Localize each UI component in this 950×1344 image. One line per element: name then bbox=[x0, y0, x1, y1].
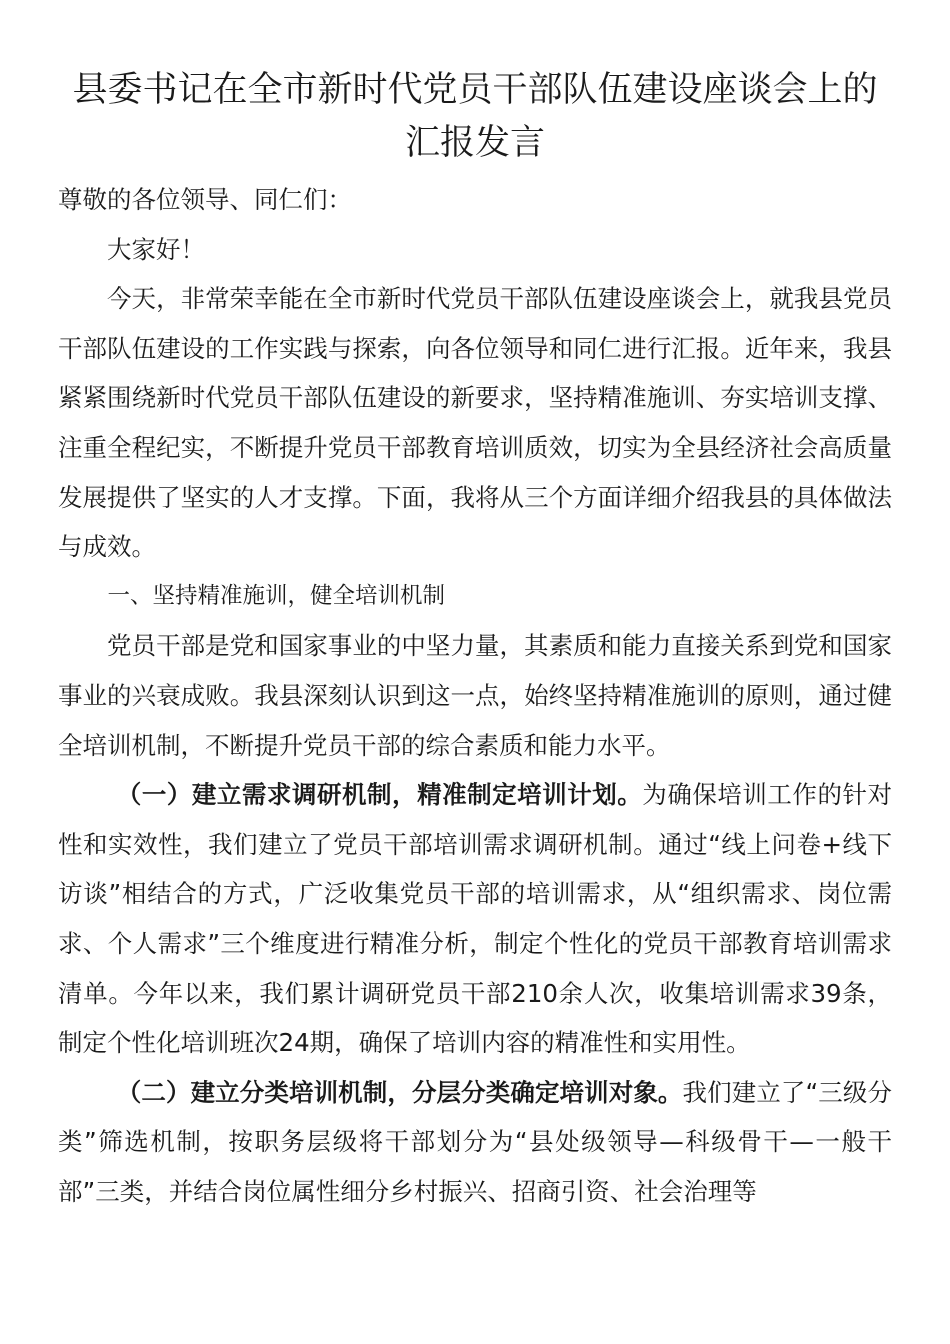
item-2-paragraph bbox=[58, 1068, 892, 1217]
item-2-heading: （二）建立分类培训机制，分层分类确定培训对象。 bbox=[116, 1077, 683, 1107]
item-1-paragraph bbox=[58, 770, 892, 1068]
section-1-heading: 一、坚持精准施训，健全培训机制 bbox=[107, 582, 446, 609]
greeting: 大家好！ bbox=[107, 234, 205, 264]
section-1-intro: 党员干部是党和国家事业的中坚力量，其素质和能力直接关系到党和国家事业的兴衰成败。我县深刻认识到这一点，始终坚持精准施训的原则，通过健全培训机制，不断提升党员干部的综合素质和能力水平。 bbox=[58, 631, 892, 760]
item-1-body: 为确保培训工作的针对性和实效性，我们建立了党员干部培训需求调研机制。通过“线上问卷+线下访谈”相结合的方式，广泛收集党员干部的培训需求，从“组织需求、岗位需求、个人需求”三个维度进行精准分析，制定个性化的党员干部教育培训需求清单。今年以来，我们累计调研党员干部210余人次，收集培训需求39条，制定个性化培训班次24期，确保了培训内容的精准性和实用性。 bbox=[58, 780, 893, 1058]
intro-paragraph: 今天，非常荣幸能在全市新时代党员干部队伍建设座谈会上，就我县党员干部队伍建设的工作实践与探索，向各位领导和同仁进行汇报。近年来，我县紧紧围绕新时代党员干部队伍建设的新要求，坚持精准施训、夯实培训支撑、注重全程纪实，不断提升党员干部教育培训质效，切实为全县经济社会高质量发展提供了坚实的人才支撑。下面，我将从三个方面详细介绍我县的具体做法与成效。 bbox=[58, 284, 892, 562]
item-2-body: 我们建立了“三级分类”筛选机制，按职务层级将干部划分为“县处级领导—科级骨干—一般干部”三类，并结合岗位属性细分乡村振兴、招商引资、社会治理等 bbox=[58, 1077, 892, 1206]
document-title: 县委书记在全市新时代党员干部队伍建设座谈会上的汇报发言 bbox=[72, 70, 878, 163]
salutation: 尊敬的各位领导、同仁们： bbox=[58, 185, 352, 214]
document-page bbox=[58, 64, 892, 1216]
item-1-heading: （一）建立需求调研机制，精准制定培训计划。 bbox=[116, 780, 643, 810]
